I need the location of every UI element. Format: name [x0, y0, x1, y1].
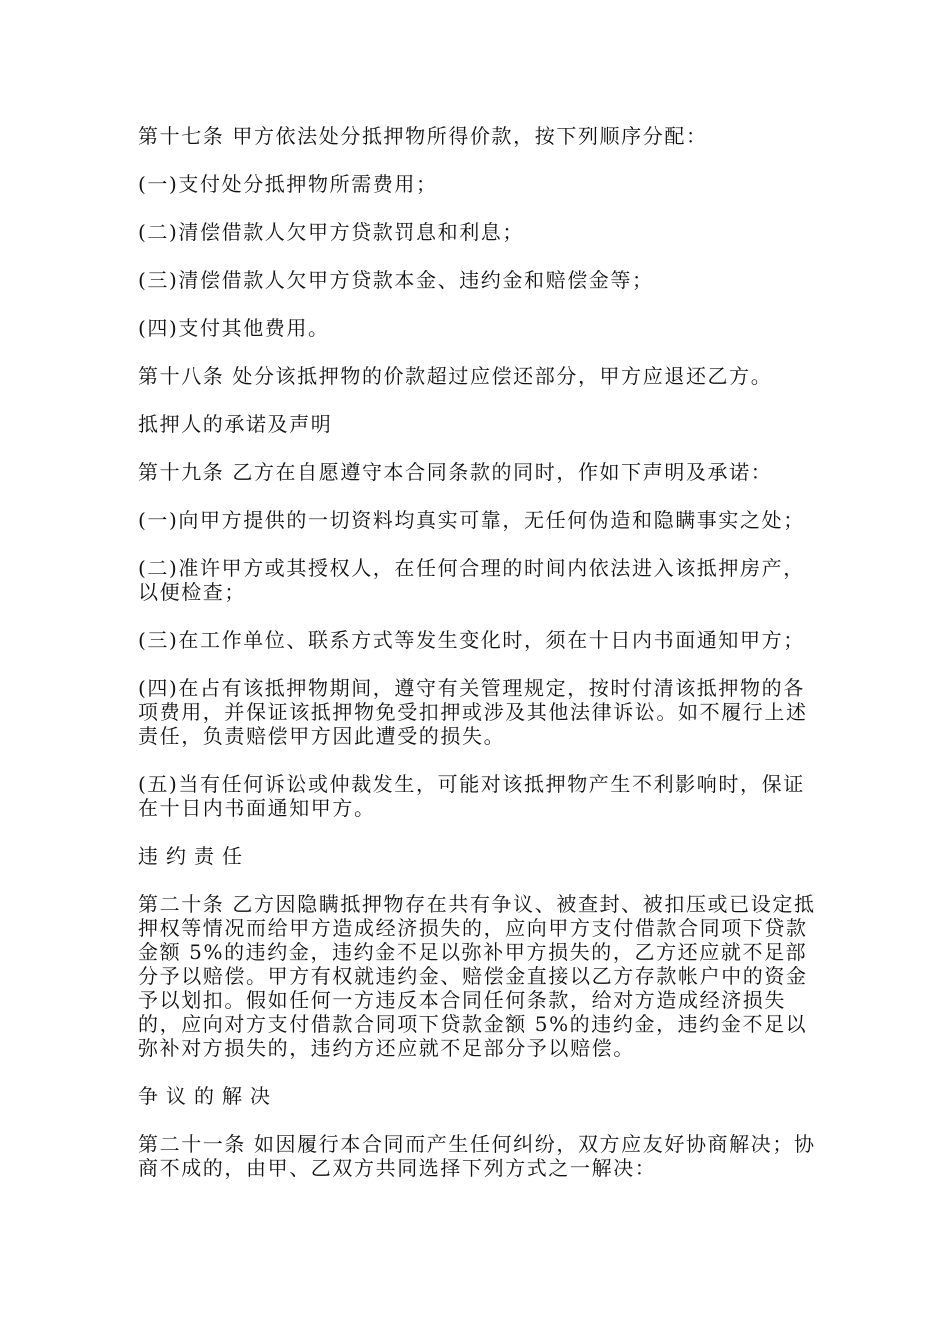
article-20: 第二十条 乙方因隐瞒抵押物存在共有争议、被查封、被扣压或已设定抵押权等情况而给甲方造成经济损失的，应向甲方支付借款合同项下贷款金额 5%的违约金，违约金不足以弥补甲方损失的，乙方还应就不足部分予以赔偿。甲方有权就违约金、赔偿金直接以乙方存款帐户中的资金予以划扣。假如任何一方违反本合同任何条款，给对方造成经济损失的，应向对方支付借款合同项下贷款金额 5%的违约金，违约金不足以弥补对方损失的，违约方还应就不足部分予以赔偿。 [138, 892, 816, 1060]
article-21: 第二十一条 如因履行本合同而产生任何纠纷，双方应友好协商解决；协商不成的，由甲、乙双方共同选择下列方式之一解决： [138, 1132, 816, 1180]
list-item-3: (三)清偿借款人欠甲方贷款本金、违约金和赔偿金等； [138, 268, 654, 292]
article-18: 第十八条 处分该抵押物的价款超过应偿还部分，甲方应退还乙方。 [138, 364, 773, 388]
section-heading-disputes: 争议的解决 [138, 1084, 278, 1108]
commitment-item-2: (二)准许甲方或其授权人，在任何合理的时间内依法进入该抵押房产，以便检查； [138, 556, 805, 604]
section-heading-liability: 违约责任 [138, 844, 250, 868]
article-19: 第十九条 乙方在自愿遵守本合同条款的同时，作如下声明及承诺： [138, 460, 773, 484]
commitment-item-3: (三)在工作单位、联系方式等发生变化时，须在十日内书面通知甲方； [138, 628, 805, 652]
list-item-4: (四)支付其他费用。 [138, 316, 330, 340]
commitment-item-5: (五)当有任何诉讼或仲裁发生，可能对该抵押物产生不利影响时，保证在十日内书面通知甲方。 [138, 772, 805, 820]
commitment-item-1: (一)向甲方提供的一切资料均真实可靠，无任何伪造和隐瞒事实之处； [138, 508, 805, 532]
article-17: 第十七条 甲方依法处分抵押物所得价款，按下列顺序分配： [138, 124, 708, 148]
list-item-1: (一)支付处分抵押物所需费用； [138, 172, 438, 196]
document-body [138, 124, 818, 1204]
commitment-item-4: (四)在占有该抵押物期间，遵守有关管理规定，按时付清该抵押物的各项费用，并保证该抵押物免受扣押或涉及其他法律诉讼。如不履行上述责任，负责赔偿甲方因此遭受的损失。 [138, 676, 808, 748]
section-heading-commitments: 抵押人的承诺及声明 [138, 412, 333, 436]
list-item-2: (二)清偿借款人欠甲方贷款罚息和利息； [138, 220, 525, 244]
